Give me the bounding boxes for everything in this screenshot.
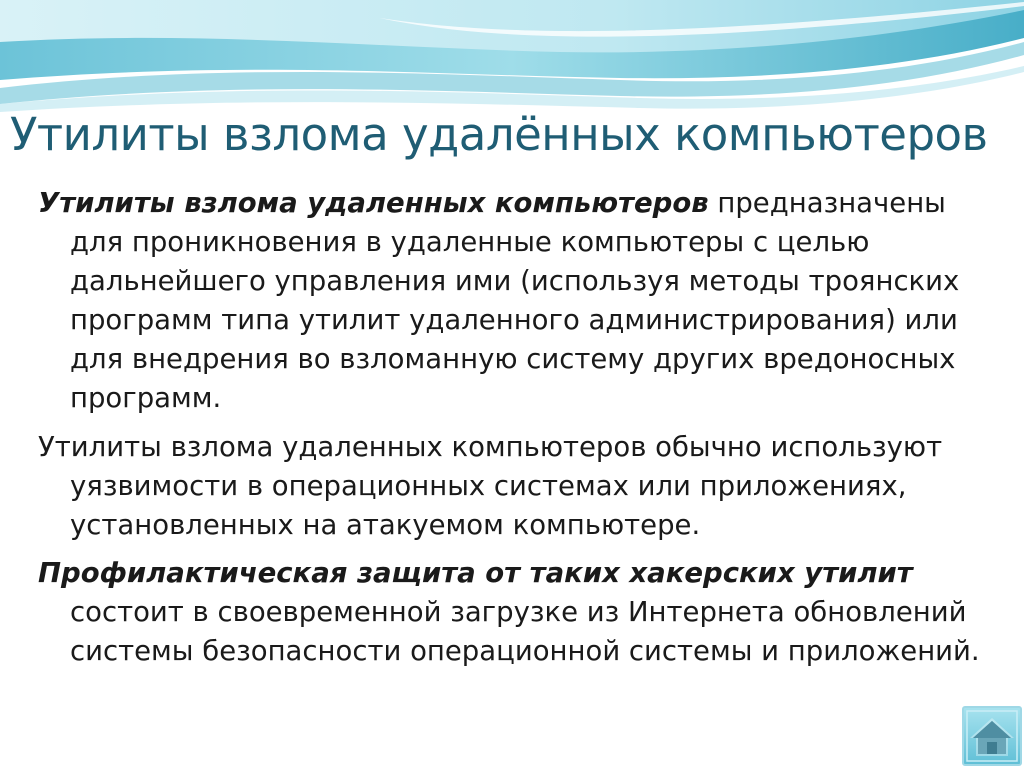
slide-body [38,184,998,681]
paragraph-1 [38,184,998,418]
paragraph-2 [38,428,998,545]
paragraph-3-text: состоит в своевременной загрузке из Интернета обновлений системы безопасности операционной системы и приложений. [70,596,980,667]
home-button[interactable] [962,706,1022,766]
paragraph-3-emphasis: Профилактическая защита от таких хакерских утилит [38,557,913,589]
slide-title: Утилиты взлома удалённых компьютеров [10,108,988,161]
paragraph-1-emphasis: Утилиты взлома удаленных компьютеров [38,187,709,219]
paragraph-2-text: Утилиты взлома удаленных компьютеров обычно используют уязвимости в операционных системах или приложениях, установленных на атакуемом компьютере. [38,431,943,541]
paragraph-3 [38,554,998,671]
paragraph-1-text: предназначены для проникновения в удаленные компьютеры с целью дальнейшего управления ими (используя методы троянских программ типа утилит удаленного администрирования) или для внедрения во взломанную систему других вредоносных программ. [70,187,960,414]
home-icon [962,706,1022,766]
